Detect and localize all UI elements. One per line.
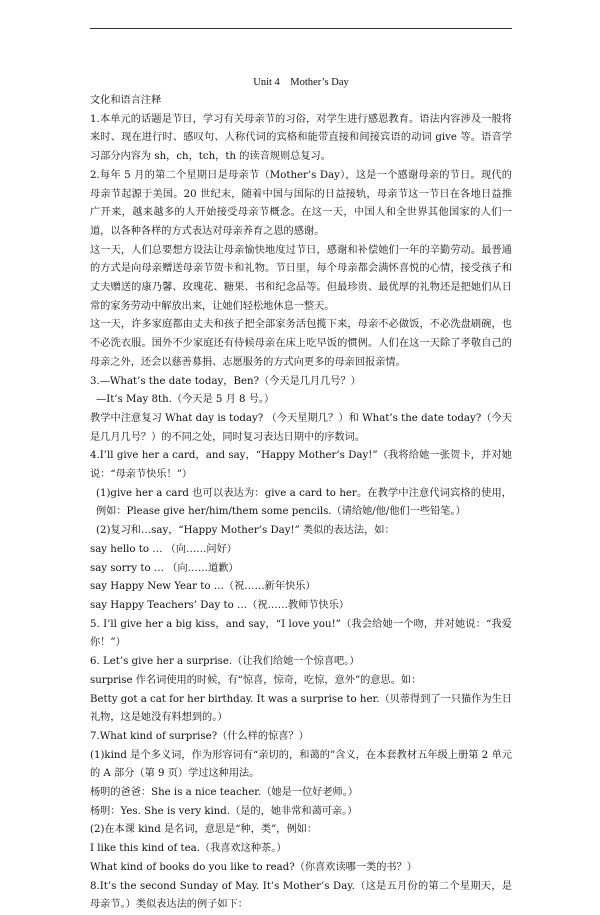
paragraph-note-5: 5. I’ll give her a big kiss，and say，“I love you!”（我会给她一个吻，并对她说：“我爱你！”） bbox=[90, 618, 512, 649]
dialogue-yang-ming: 杨明：Yes. She is very kind.（是的，她非常和蔼可亲。） bbox=[90, 805, 358, 817]
example-say-teachers-day: say Happy Teachers’ Day to …（祝……教师节快乐） bbox=[90, 599, 350, 611]
example-say-hello: say hello to … （向……问好） bbox=[90, 543, 237, 555]
paragraph-note-3-explain: 教学中注意复习 What day is today? （今天星期几？）和 What’s the date today?（今天是几月几号？）的不同之处，同时复习表达日期中的序数词。 bbox=[90, 412, 512, 443]
dialogue-father: 杨明的爸爸：She is a nice teacher.（她是一位好老师。） bbox=[90, 787, 359, 799]
example-say-new-year: say Happy New Year to …（祝……新年快乐） bbox=[90, 581, 316, 593]
paragraph-note-4-1: (1)give her a card 也可以表达为：give a card to her。在教学中注意代词宾格的使用，例如：Please give her/him/them some pencils.（请给她/他/他们一些铅笔。） bbox=[96, 487, 512, 518]
section-heading: 文化和语言注释 bbox=[90, 95, 162, 106]
paragraph-note-3-answer: —It’s May 8th.（今天是 5 月 8 号。） bbox=[96, 394, 275, 406]
paragraph-note-2-cont-a: 这一天，人们总要想方设法让母亲愉快地度过节日，感谢和补偿她们一年的辛勤劳动。最普通的方式是向母亲赠送母亲节贺卡和礼物。节日里，每个母亲都会满怀喜悦的心情，接受孩子和丈夫赠送的康乃馨、玫瑰花、糖果、书和纪念品等。但最珍贵、最优厚的礼物还是把她们从日常的家务劳动中解放出来，让她们轻松地休息一整天。 bbox=[90, 244, 512, 312]
paragraph-note-1: 1.本单元的话题是节日，学习有关母亲节的习俗，对学生进行感恩教育。语法内容涉及一般将来时、现在进行时、感叹句、人称代词的宾格和能带直接和间接宾语的动词 give 等。语音学习部分内容为 sh，ch，tch，th 的读音规则总复习。 bbox=[90, 113, 512, 163]
paragraph-note-4: 4.I’ll give her a card，and say，“Happy Mother’s Day!”（我将给她一张贺卡，并对她说：“母亲节快乐！”） bbox=[90, 450, 512, 481]
paragraph-note-7: 7.What kind of surprise?（什么样的惊喜？） bbox=[90, 730, 309, 742]
header-rule bbox=[90, 28, 512, 29]
document-title: Unit 4 Mother’s Day bbox=[253, 77, 349, 88]
example-kind-of-books: What kind of books do you like to read?（你喜欢读哪一类的书？） bbox=[90, 861, 417, 873]
paragraph-note-4-2: (2)复习和…say，“Happy Mother’s Day!” 类似的表达法，如： bbox=[96, 525, 395, 537]
paragraph-note-6: 6. Let’s give her a surprise.（让我们给她一个惊喜吧。） bbox=[90, 656, 360, 668]
document-page bbox=[90, 74, 512, 915]
document-body bbox=[90, 92, 512, 915]
paragraph-note-3-question: 3.—What’s the date today，Ben?（今天是几月几号？） bbox=[90, 375, 361, 387]
paragraph-note-7-1: (1)kind 是个多义词，作为形容词有“亲切的，和蔼的”含义，在本套教材五年级上册第 2 单元的 A 部分（第 9 页）学过这种用法。 bbox=[90, 749, 512, 780]
paragraph-note-2: 2.每年 5 月的第二个星期日是母亲节（Mother’s Day），这是一个感谢母亲的节日。现代的母亲节起源于美国。20 世纪末，随着中国与国际的日益接轨，母亲节这一节日在各地日益推广开来，越来越多的人开始接受母亲节概念。在这一天，中国人和全世界其他国家的人们一道，以各种各样的方式表达对母亲养育之恩的感谢。 bbox=[90, 169, 512, 237]
paragraph-note-8: 8.It’s the second Sunday of May. It’s Mother’s Day.（这是五月份的第二个星期天，是母亲节。）类似表达法的例子如下： bbox=[90, 880, 512, 911]
example-say-sorry: say sorry to … （向……道歉） bbox=[90, 562, 239, 574]
example-kind-of-tea: I like this kind of tea.（我喜欢这种茶。） bbox=[90, 843, 287, 855]
paragraph-note-6-explain: surprise 作名词使用的时候，有“惊喜，惊奇，吃惊，意外”的意思。如： bbox=[90, 674, 422, 686]
paragraph-note-6-example: Betty got a cat for her birthday. It was a surprise to her.（贝蒂得到了一只猫作为生日礼物，这是她没有料想到的。） bbox=[90, 693, 512, 724]
paragraph-note-2-cont-b: 这一天，许多家庭都由丈夫和孩子把全部家务活包揽下来，母亲不必做饭，不必洗盘刷碗，也不必洗衣服。国外不少家庭还有侍候母亲在床上吃早饭的惯例。人们在这一天除了孝敬自己的母亲之外，还会以慈善募捐、志愿服务的方式向更多的母亲回报亲情。 bbox=[90, 319, 512, 368]
paragraph-note-7-2: (2)在本课 kind 是名词，意思是“种，类”，例如： bbox=[90, 824, 318, 836]
